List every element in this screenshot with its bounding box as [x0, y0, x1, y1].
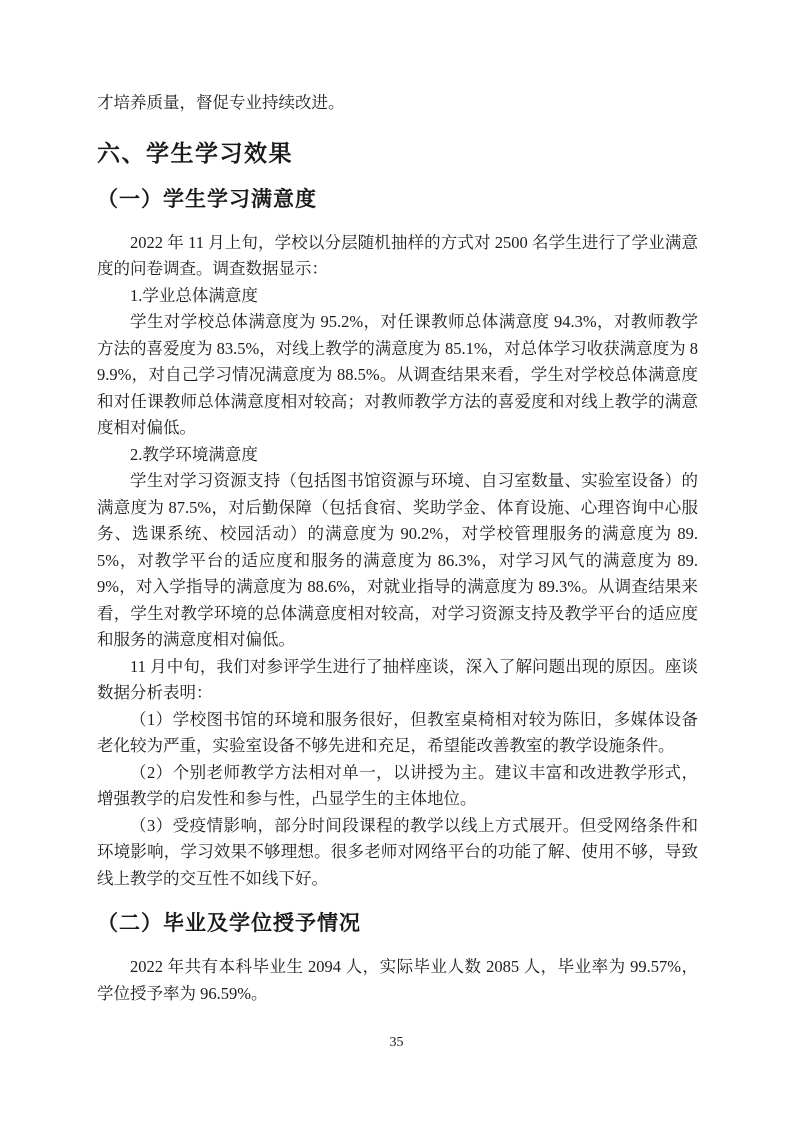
paragraph-interview-intro: 11 月中旬，我们对参评学生进行了抽样座谈，深入了解问题出现的原因。座谈数据分析表明：	[97, 656, 698, 702]
page-content	[97, 90, 698, 1007]
section-heading: 六、学生学习效果	[97, 139, 293, 166]
page-number: 35	[389, 1035, 404, 1050]
paragraph-survey-intro: 2022 年 11 月上旬，学校以分层随机抽样的方式对 2500 名学生进行了学业满意度的问卷调查。调查数据显示：	[97, 232, 698, 278]
paragraph-finding-3: （3）受疫情影响，部分时间段课程的教学以线上方式展开。但受网络条件和环境影响，学习效果不够理想。很多老师对网络平台的功能了解、使用不够，导致线上教学的交互性不如线下好。	[97, 815, 698, 888]
item-heading-academic-satisfaction: 1.学业总体满意度	[130, 285, 258, 305]
subsection-heading-satisfaction: （一）学生学习满意度	[97, 187, 317, 211]
subsection-heading-graduation: （二）毕业及学位授予情况	[97, 912, 361, 935]
paragraph-graduation: 2022 年共有本科毕业生 2094 人，实际毕业人数 2085 人，毕业率为 99.57%，学位授予率为 96.59%。	[97, 957, 698, 1003]
paragraph-overall-satisfaction: 学生对学校总体满意度为 95.2%，对任课教师总体满意度 94.3%，对教师教学方法的喜爱度为 83.5%，对线上教学的满意度为 85.1%，对总体学习收获满意度为 89.9%，对自己学习情况满意度为 88.5%。从调查结果来看，学生对学校总体满意度和对任课教师总体满意度相对较高；对教师教学方法的喜爱度和对线上教学的满意度相对偏低。	[97, 312, 698, 437]
paragraph-environment-satisfaction: 学生对学习资源支持（包括图书馆资源与环境、自习室数量、实验室设备）的满意度为 87.5%，对后勤保障（包括食宿、奖助学金、体育设施、心理咨询中心服务、选课系统、校园活动）的满意度为 90.2%，对学校管理服务的满意度为 89.5%，对教学平台的适应度和服务的满意度为 86.3%，对学习风气的满意度为 89.9%，对入学指导的满意度为 88.6%，对就业指导的满意度为 89.3%。从调查结果来看，学生对教学环境的总体满意度相对较高，对学习资源支持及教学平台的适应度和服务的满意度相对偏低。	[97, 471, 698, 649]
item-heading-environment-satisfaction: 2.教学环境满意度	[130, 444, 258, 464]
paragraph-finding-1: （1）学校图书馆的环境和服务很好，但教室桌椅相对较为陈旧，多媒体设备老化较为严重，实验室设备不够先进和充足，希望能改善教室的教学设施条件。	[97, 709, 698, 755]
continuation-paragraph: 才培养质量，督促专业持续改进。	[97, 93, 345, 112]
paragraph-finding-2: （2）个别老师教学方法相对单一，以讲授为主。建议丰富和改进教学形式，增强教学的启发性和参与性，凸显学生的主体地位。	[97, 762, 698, 808]
